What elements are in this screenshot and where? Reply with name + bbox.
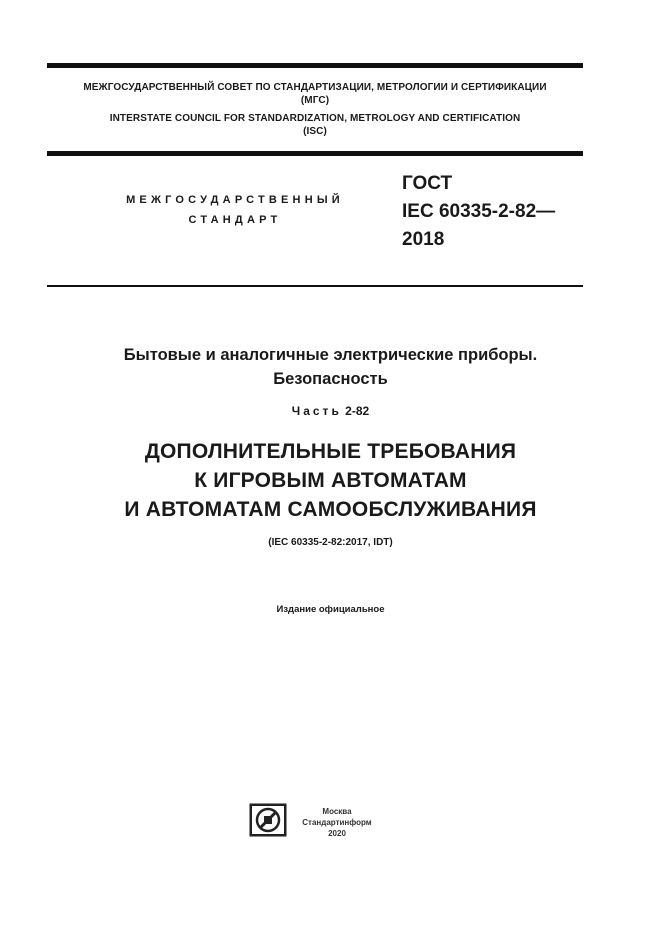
document-title-line1: ДОПОЛНИТЕЛЬНЫЕ ТРЕБОВАНИЯ <box>144 440 517 463</box>
part-number: 2-82 <box>345 404 370 418</box>
standard-code-line3: 2018 <box>402 229 445 250</box>
publisher-info <box>292 806 382 839</box>
top-rule <box>47 63 583 68</box>
edition-note: Издание официальное <box>276 604 385 615</box>
standard-code <box>402 170 555 254</box>
code-bottom-rule <box>47 285 583 287</box>
standartinform-logo-icon <box>249 803 287 837</box>
document-title <box>0 437 661 524</box>
document-part <box>0 404 661 418</box>
standard-kind-line2: СТАНДАРТ <box>188 214 282 226</box>
standard-kind <box>90 190 380 230</box>
publisher-city: Москва <box>322 807 352 816</box>
council-name-en <box>47 112 583 138</box>
council-name-en-text: INTERSTATE COUNCIL FOR STANDARDIZATION, METROLOGY AND CERTIFICATION <box>109 113 521 124</box>
standard-code-line1: ГОСТ <box>402 173 453 194</box>
document-subtitle-line2: Безопасность <box>273 370 388 388</box>
document-subtitle <box>0 343 661 391</box>
publisher-name: Стандартинформ <box>302 818 372 827</box>
header-bottom-rule <box>47 151 583 156</box>
document-title-line3: И АВТОМАТАМ САМООБСЛУЖИВАНИЯ <box>124 498 537 521</box>
council-abbr-ru: (МГС) <box>300 95 330 106</box>
equivalence-note: (IEC 60335-2-82:2017, IDT) <box>268 537 393 548</box>
council-name-ru <box>47 81 583 107</box>
standard-code-line2: IEC 60335-2-82— <box>402 201 556 222</box>
document-title-line2: К ИГРОВЫМ АВТОМАТАМ <box>194 469 467 492</box>
document-subtitle-line1: Бытовые и аналогичные электрические приборы. <box>123 346 538 364</box>
council-name-ru-text: МЕЖГОСУДАРСТВЕННЫЙ СОВЕТ ПО СТАНДАРТИЗАЦИИ, МЕТРОЛОГИИ И СЕРТИФИКАЦИИ <box>83 82 547 93</box>
standard-kind-line1: МЕЖГОСУДАРСТВЕННЫЙ <box>126 194 344 206</box>
part-label: Часть <box>291 404 342 418</box>
publisher-year: 2020 <box>328 829 346 838</box>
council-abbr-en: (ISC) <box>303 126 327 137</box>
